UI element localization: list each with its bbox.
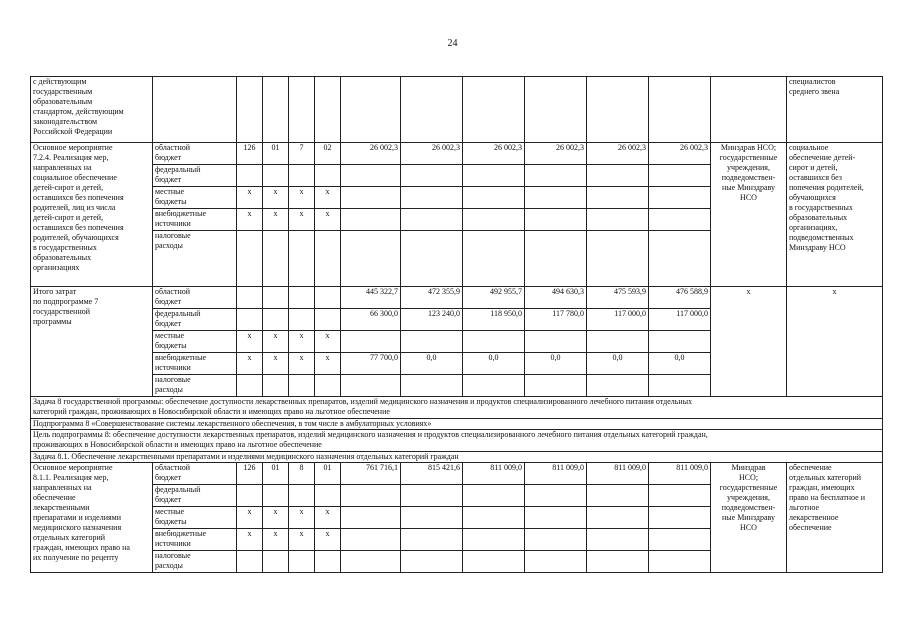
value-cell: 0,0 — [401, 353, 463, 375]
value-cell: 0,0 — [649, 353, 711, 375]
x-mark: х — [237, 331, 263, 353]
value-cell: 117 000,0 — [649, 309, 711, 331]
table-row — [31, 419, 883, 430]
text-line: программы — [33, 317, 72, 326]
text-line: образовательных — [33, 253, 92, 262]
text-line: федеральный — [155, 309, 201, 318]
text-line: граждан, имеющих право на — [33, 543, 130, 552]
text-line: среднего звена — [789, 87, 840, 96]
text-line: учреждения, — [727, 493, 770, 502]
source-label — [153, 287, 237, 309]
value-cell: 77 700,0 — [341, 353, 401, 375]
text-line: сирот и детей, — [789, 163, 838, 172]
value-cell: 117 780,0 — [525, 309, 587, 331]
result-cell: х — [787, 287, 883, 397]
x-mark: х — [289, 187, 315, 209]
event-cell — [31, 287, 153, 397]
text-line: НСО — [740, 193, 757, 202]
text-line: бюджет — [155, 473, 182, 482]
value-cell: 0,0 — [525, 353, 587, 375]
text-line: родителей, обучающихся — [33, 233, 119, 242]
code-rz: 01 — [263, 143, 289, 165]
text-line: источники — [155, 539, 191, 548]
heading-task-8-1: Задача 8.1. Обеспечение лекарственными препаратами и изделиями медицинского назначения отдельных категорий граждан — [31, 452, 883, 463]
text-line: по подпрограмме 7 — [33, 297, 99, 306]
text-line: местные — [155, 507, 185, 516]
table-row — [31, 463, 883, 485]
value-cell: 472 355,9 — [401, 287, 463, 309]
code-pz: 8 — [289, 463, 315, 485]
x-mark: х — [315, 187, 341, 209]
text-line: налоговые — [155, 551, 191, 560]
value-cell: 811 009,0 — [463, 463, 525, 485]
source-label — [153, 463, 237, 485]
event-cell — [31, 77, 153, 143]
result-cell — [787, 463, 883, 573]
value-cell: 475 593,9 — [587, 287, 649, 309]
executor-cell: х — [711, 287, 787, 397]
value-cell: 476 588,9 — [649, 287, 711, 309]
text-line: налоговые — [155, 231, 191, 240]
source-label — [153, 353, 237, 375]
table-row — [31, 77, 883, 143]
x-mark: х — [263, 507, 289, 529]
text-line: обучающихся — [789, 193, 836, 202]
text-line: Минздраву НСО — [789, 243, 846, 252]
table-row — [31, 430, 883, 452]
text-line: бюджет — [155, 495, 182, 504]
text-line: препаратами и изделиями — [33, 513, 121, 522]
text-line: бюджеты — [155, 517, 187, 526]
text-line: 7.2.4. Реализация мер, — [33, 153, 109, 162]
text-line: бюджеты — [155, 197, 187, 206]
text-line: внебюджетные — [155, 209, 206, 218]
text-line: федеральный — [155, 165, 201, 174]
text-line: детей-сирот и детей, — [33, 213, 104, 222]
event-cell — [31, 143, 153, 287]
text-line: организациях, — [789, 223, 838, 232]
text-line: медицинского назначения — [33, 523, 122, 532]
text-line: бюджет — [155, 297, 182, 306]
text-line: бюджеты — [155, 341, 187, 350]
text-line: 8.1.1. Реализация мер, — [33, 473, 109, 482]
text-line: налоговые — [155, 375, 191, 384]
text-line: направленных на — [33, 483, 92, 492]
text-line: государственным — [33, 87, 93, 96]
code-gr: 126 — [237, 143, 263, 165]
source-label — [153, 165, 237, 187]
text-line: местные — [155, 331, 185, 340]
table-row — [31, 452, 883, 463]
text-line: обеспечение — [789, 463, 832, 472]
x-mark: х — [289, 331, 315, 353]
text-line: местные — [155, 187, 185, 196]
x-mark: х — [263, 529, 289, 551]
x-mark: х — [263, 209, 289, 231]
text-line: государственной — [33, 307, 91, 316]
text-line: расходы — [155, 561, 183, 570]
text-line: специалистов — [789, 77, 836, 86]
text-line: направленных на — [33, 163, 92, 172]
text-line: источники — [155, 219, 191, 228]
text-line: ные Минздраву — [721, 183, 776, 192]
code-pz: 7 — [289, 143, 315, 165]
text-line: ные Минздраву — [721, 513, 776, 522]
text-line: оставшихся без попечения — [33, 193, 124, 202]
code-cs: 02 — [315, 143, 341, 165]
text-line: льготное — [789, 503, 820, 512]
text-line: учреждения, — [727, 163, 770, 172]
value-cell: 761 716,1 — [341, 463, 401, 485]
text-line: НСО; — [738, 473, 759, 482]
source-label — [153, 331, 237, 353]
source-label — [153, 187, 237, 209]
x-mark: х — [237, 209, 263, 231]
event-cell — [31, 463, 153, 573]
x-mark: х — [263, 353, 289, 375]
text-line: областной — [155, 143, 191, 152]
source-label — [153, 309, 237, 331]
text-line: бюджет — [155, 175, 182, 184]
text-line: Основное мероприятие — [33, 143, 113, 152]
x-mark: х — [237, 187, 263, 209]
text-line: социальное обеспечение — [33, 173, 117, 182]
x-mark: х — [263, 187, 289, 209]
source-label — [153, 551, 237, 573]
value-cell: 811 009,0 — [525, 463, 587, 485]
x-mark: х — [289, 353, 315, 375]
text-line: областной — [155, 287, 191, 296]
text-line: законодательством — [33, 117, 98, 126]
text-line: НСО — [740, 523, 757, 532]
text-line: с действующим — [33, 77, 87, 86]
text-line: лекарственными — [33, 503, 90, 512]
text-line: в государственных — [789, 203, 853, 212]
text-line: лекарственное — [789, 513, 839, 522]
text-line: обеспечение — [33, 493, 76, 502]
value-cell: 26 002,3 — [525, 143, 587, 165]
value-cell: 815 421,6 — [401, 463, 463, 485]
text-line: образовательным — [33, 97, 93, 106]
text-line: социальное — [789, 143, 829, 152]
text-line: граждан, имеющих — [789, 483, 855, 492]
code-cs: 01 — [315, 463, 341, 485]
executor-cell — [711, 143, 787, 287]
x-mark: х — [289, 529, 315, 551]
text-line: их получение по рецепту — [33, 553, 119, 562]
heading-subprogram-8: Подпрограмма 8 «Совершенствование системы лекарственного обеспечения, в том числе в амбулаторных условиях» — [31, 419, 883, 430]
text-line: проживающих в Новосибирской области и имеющих право на льготное обеспечение — [33, 440, 322, 449]
text-line: подведомствен- — [721, 503, 776, 512]
heading-goal-8 — [31, 430, 883, 452]
text-line: обеспечение — [789, 523, 832, 532]
page-number: 24 — [447, 38, 458, 49]
table-row — [31, 287, 883, 309]
text-line: областной — [155, 463, 191, 472]
text-line: федеральный — [155, 485, 201, 494]
text-line: бюджет — [155, 153, 182, 162]
x-mark: х — [315, 209, 341, 231]
text-line: внебюджетные — [155, 353, 206, 362]
source-label — [153, 375, 237, 397]
value-cell: 811 009,0 — [587, 463, 649, 485]
text-line: источники — [155, 363, 191, 372]
program-table — [30, 76, 883, 573]
text-line: образовательных — [789, 213, 848, 222]
text-line: категорий граждан, проживающих в Новосибирской области и имеющих право на льготное обеспечение — [33, 407, 390, 416]
result-cell — [787, 143, 883, 287]
x-mark: х — [315, 507, 341, 529]
value-cell: 117 000,0 — [587, 309, 649, 331]
text-line: Минздрав — [731, 463, 766, 472]
text-line: обеспечение детей- — [789, 153, 856, 162]
source-label — [153, 143, 237, 165]
source-label — [153, 507, 237, 529]
text-line: организациях — [33, 263, 80, 272]
code-gr: 126 — [237, 463, 263, 485]
text-line: право на бесплатное и — [789, 493, 865, 502]
x-mark: х — [289, 507, 315, 529]
value-cell: 26 002,3 — [463, 143, 525, 165]
text-line: Основное мероприятие — [33, 463, 113, 472]
x-mark: х — [315, 529, 341, 551]
text-line: оставшихся без попечения — [33, 223, 124, 232]
value-cell: 26 002,3 — [649, 143, 711, 165]
value-cell: 123 240,0 — [401, 309, 463, 331]
text-line: родителей, лиц из числа — [33, 203, 116, 212]
value-cell: 66 300,0 — [341, 309, 401, 331]
value-cell: 26 002,3 — [401, 143, 463, 165]
x-mark: х — [315, 331, 341, 353]
text-line: расходы — [155, 385, 183, 394]
table-row — [31, 143, 883, 165]
text-line: государственные — [719, 153, 778, 162]
value-cell: 0,0 — [463, 353, 525, 375]
source-label — [153, 209, 237, 231]
text-line: оставшихся без — [789, 173, 842, 182]
x-mark: х — [237, 529, 263, 551]
x-mark: х — [237, 507, 263, 529]
heading-task-8 — [31, 397, 883, 419]
x-mark: х — [289, 209, 315, 231]
text-line: стандартом, действующим — [33, 107, 124, 116]
text-line: бюджет — [155, 319, 182, 328]
text-line: подведомствен- — [721, 173, 776, 182]
value-cell: 492 955,7 — [463, 287, 525, 309]
value-cell: 26 002,3 — [587, 143, 649, 165]
source-label — [153, 485, 237, 507]
x-mark: х — [237, 353, 263, 375]
text-line: отдельных категорий — [789, 473, 862, 482]
text-line: государственные — [719, 483, 778, 492]
value-cell: 26 002,3 — [341, 143, 401, 165]
value-cell: 494 630,3 — [525, 287, 587, 309]
code-rz: 01 — [263, 463, 289, 485]
text-line: Российской Федерации — [33, 127, 113, 136]
text-line: детей-сирот и детей, — [33, 183, 104, 192]
value-cell: 0,0 — [587, 353, 649, 375]
result-cell — [787, 77, 883, 143]
value-cell: 118 950,0 — [463, 309, 525, 331]
text-line: отдельных категорий — [33, 533, 106, 542]
table-row — [31, 397, 883, 419]
x-mark: х — [263, 331, 289, 353]
text-line: подведомственных — [789, 233, 854, 242]
text-line: Цель подпрограммы 8: обеспечение доступности лекарственных препаратов, изделий медицинского назначения и продуктов специализированного лечебного питания отдельных категорий граждан, — [33, 430, 708, 439]
source-label — [153, 231, 237, 287]
text-line: Минздрав НСО; — [720, 143, 777, 152]
executor-cell — [711, 463, 787, 573]
text-line: расходы — [155, 241, 183, 250]
text-line: Итого затрат — [33, 287, 77, 296]
text-line: Задача 8 государственной программы: обеспечение доступности лекарственных препаратов, изделий медицинского назначения и продуктов специализированного лечебного питания отдельных — [33, 397, 693, 406]
text-line: в государственных — [33, 243, 97, 252]
text-line: попечения родителей, — [789, 183, 864, 192]
source-label — [153, 529, 237, 551]
value-cell: 811 009,0 — [649, 463, 711, 485]
value-cell: 445 322,7 — [341, 287, 401, 309]
x-mark: х — [315, 353, 341, 375]
text-line: внебюджетные — [155, 529, 206, 538]
